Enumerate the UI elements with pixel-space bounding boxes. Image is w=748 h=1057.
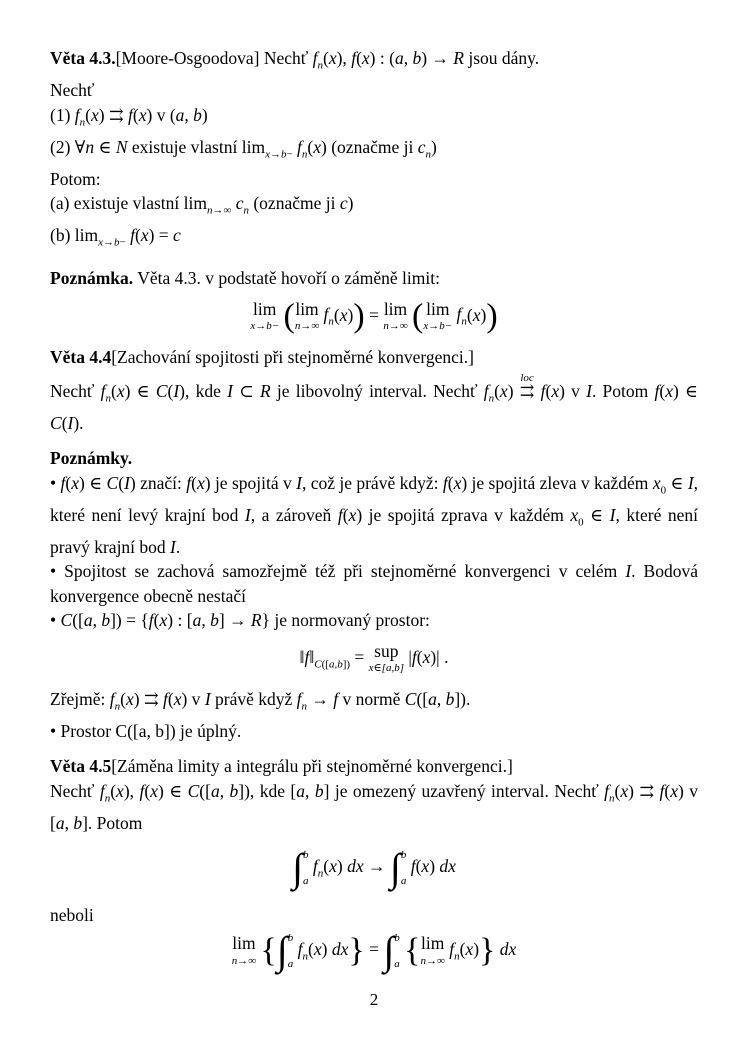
limit-integral-interchange-formula: lim n→∞ {∫ b a $f_n(x) dx$} = ∫ b a { lim n→∞ $f_n(x)$} dx	[231, 927, 517, 973]
theorem-4-5-statement: Nechť $f_n(x)$, f(x) ∈ C([a, b]), kde [a, b] je omezený uzavřený interval. Nechť $f_n(x)$ ⇉ f(x) v [a, b]. Potom	[50, 780, 698, 833]
theorem-4-4-statement: Nechť $f_n(x)$ ∈ C(I), kde I ⊂ R je libovolný interval. Nechť $f_n(x)$ loc ⇉ f(x) v I. Potom f(x) ∈ C(I).	[50, 371, 698, 433]
remark-text: Věta 4.3. v podstatě hovoří o záměně limit:	[137, 268, 440, 288]
theorem-4-3-name: [Moore-Osgoodova]	[115, 48, 260, 68]
remark-norm-equivalence: Zřejmě: $f_n(x)$ ⇉ f(x) v I právě když $f_n \to f$ v normě C([a, b]).	[50, 688, 471, 713]
remark-bullet-2: • Spojitost se zachová samozřejmě též při stejnoměrné konvergenci v celém I. Bodová konvergence obecně nestačí	[50, 561, 698, 606]
theorem-4-3-condition-2: (2) ∀n ∈ N existuje vlastní $\lim_{x\to b-} f_n(x)$ (označme ji $c_n$)	[50, 136, 437, 160]
theorem-4-5-name: [Záměna limity a integrálu při stejnoměrné konvergenci.]	[111, 756, 513, 777]
theorem-4-5-heading: Věta 4.5	[50, 756, 112, 777]
theorem-4-3-heading: Věta 4.3.	[50, 48, 116, 68]
theorem-4-3-then: Potom:	[50, 168, 101, 189]
sup-norm-formula: $‖f‖_{C([a,b])}$ = sup x∈[a,b] |f(x)| .	[299, 640, 449, 675]
neboli-text: neboli	[50, 905, 94, 926]
theorem-4-3-statement: Věta 4.3.[Moore-Osgoodova] Nechť $f_n(x)$, f(x) : (a, b) → R jsou dány.	[50, 48, 540, 72]
remark-bullet-4: • Prostor C([a, b]) je úplný.	[50, 720, 242, 741]
remarks-heading: Poznámky.	[50, 448, 133, 469]
remark-bullet-1: • f(x) ∈ C(I) značí: f(x) je spojitá v I, což je právě když: f(x) je spojitá zleva v každém $x_0$ ∈ I, které není levý krajní bod I, a zároveň f(x) je spojitá zprava v každém $x_0$ ∈ I, které není pravý krajní bod I.	[50, 472, 699, 557]
remark-bullet-3: • C([a, b]) = {f(x) : [a, b] → R} je normovaný prostor:	[50, 610, 430, 631]
theorem-4-3-condition-1: (1) $f_n(x)$ ⇉ f(x) v (a, b)	[50, 104, 208, 128]
theorem-4-5-title	[50, 754, 698, 779]
theorem-4-4-heading: Věta 4.4	[50, 347, 112, 368]
limit-interchange-formula: lim x→b− ( lim n→∞ $f_n(x)$) = lim n→∞ ( lim x→b− $f_n(x)$)	[250, 297, 498, 334]
remark-heading: Poznámka.	[50, 268, 134, 288]
document-page	[50, 46, 698, 980]
theorem-4-3-nechť: Nechť	[50, 80, 95, 100]
remark-4-3	[50, 266, 698, 291]
theorem-4-3-result-b: (b) $\lim_{x\to b-} f(x) = c$	[50, 225, 181, 249]
integral-convergence-formula: ∫ b a $f_n(x)$ dx → ∫ b a f(x) dx	[292, 844, 456, 890]
theorem-4-3-result-a: (a) existuje vlastní $\lim_{n\to\infty} c_n$ (označme ji c)	[50, 193, 354, 217]
theorem-4-4-title	[50, 345, 698, 370]
theorem-4-4-name: [Zachování spojitosti při stejnoměrné konvergenci.]	[111, 347, 474, 368]
page-number: 2	[369, 990, 379, 1009]
